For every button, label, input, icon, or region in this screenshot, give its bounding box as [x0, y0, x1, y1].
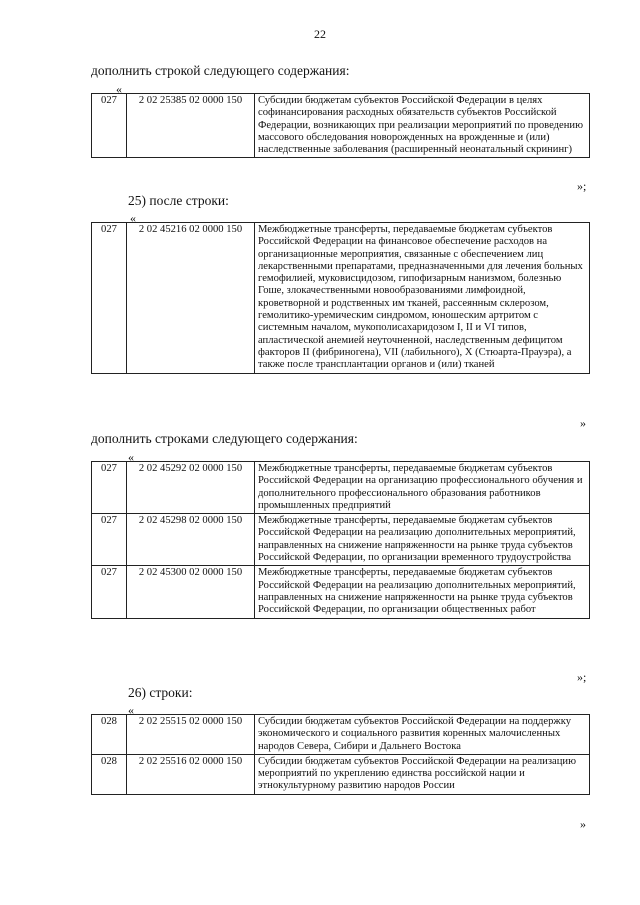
section-2-table: [91, 222, 590, 374]
table-row: [92, 715, 590, 755]
admin-code-cell: 027: [92, 94, 127, 158]
section-2-heading: 25) после строки:: [128, 193, 229, 208]
page-number: 22: [314, 27, 326, 41]
table-row: [92, 223, 590, 374]
table-row: [92, 754, 590, 794]
description-cell: Субсидии бюджетам субъектов Российской Федерации в целях софинансирования расходных обязательств субъектов Российской Федерации, возникающих при реализации мероприятий по проведению массового обследования новорожденных на врожденные и (или) наследственные заболевания (расширенный неонатальный скрининг): [255, 94, 590, 158]
section-1-open-quote: «: [116, 82, 122, 96]
description-cell: Межбюджетные трансферты, передаваемые бюджетам субъектов Российской Федерации на организацию профессионального обучения и дополнительного профессионального образования работников промышленных предприятий: [255, 462, 590, 514]
table-row: [92, 94, 590, 158]
admin-code-cell: 027: [92, 514, 127, 566]
admin-code-cell: 028: [92, 715, 127, 755]
section-3-heading: дополнить строками следующего содержания:: [91, 431, 358, 446]
kbk-code-cell: 2 02 45300 02 0000 150: [127, 566, 255, 618]
section-1-table: [91, 93, 590, 158]
description-cell: Субсидии бюджетам субъектов Российской Федерации на поддержку экономического и социального развития коренных малочисленных народов Севера, Сибири и Дальнего Востока: [255, 715, 590, 755]
section-4-heading: 26) строки:: [128, 685, 193, 700]
description-cell: Межбюджетные трансферты, передаваемые бюджетам субъектов Российской Федерации на реализацию дополнительных мероприятий, направленных на снижение напряженности на рынке труда субъектов Российской Федерации, по организации общественных работ: [255, 566, 590, 618]
kbk-code-cell: 2 02 45298 02 0000 150: [127, 514, 255, 566]
section-2-close-quote: »: [580, 416, 586, 430]
section-3-table: [91, 461, 590, 619]
description-cell: Субсидии бюджетам субъектов Российской Федерации на реализацию мероприятий по укреплению единства российской нации и этнокультурному развитию народов России: [255, 754, 590, 794]
kbk-code-cell: 2 02 25515 02 0000 150: [127, 715, 255, 755]
admin-code-cell: 027: [92, 566, 127, 618]
admin-code-cell: 028: [92, 754, 127, 794]
kbk-code-cell: 2 02 45292 02 0000 150: [127, 462, 255, 514]
section-2-open-quote: «: [130, 211, 136, 225]
kbk-code-cell: 2 02 45216 02 0000 150: [127, 223, 255, 374]
table-row: [92, 462, 590, 514]
kbk-code-cell: 2 02 25516 02 0000 150: [127, 754, 255, 794]
section-4-open-quote: «: [128, 703, 134, 717]
kbk-code-cell: 2 02 25385 02 0000 150: [127, 94, 255, 158]
section-1-heading: дополнить строкой следующего содержания:: [91, 63, 350, 78]
table-row: [92, 514, 590, 566]
description-cell: Межбюджетные трансферты, передаваемые бюджетам субъектов Российской Федерации на реализацию дополнительных мероприятий, направленных на снижение напряженности на рынке труда субъектов Российской Федерации, по организации временного трудоустройства: [255, 514, 590, 566]
section-4-table: [91, 714, 590, 795]
table-row: [92, 566, 590, 618]
section-3-close-quote: »;: [577, 670, 587, 684]
admin-code-cell: 027: [92, 462, 127, 514]
section-3-open-quote: «: [128, 450, 134, 464]
section-4-close-quote: »: [580, 817, 586, 831]
description-cell: Межбюджетные трансферты, передаваемые бюджетам субъектов Российской Федерации на финансовое обеспечение расходов на организационные мероприятия, связанные с обеспечением лиц лекарственными препаратами, предназначенными для лечения больных гемофилией, муковисцидозом, гипофизарным нанизмом, болезнью Гоше, злокачественными новообразованиями лимфоидной, кроветворной и родственных им тканей, рассеянным склерозом, гемолитико-уремическим синдромом, юношеским артритом с системным началом, мукополисахаридозом I, II и VI типов, апластической анемией неуточненной, наследственным дефицитом факторов II (фибриногена), VII (лабильного), X (Стюарта-Прауэра), а также после трансплантации органов и (или) тканей: [255, 223, 590, 374]
section-1-close-quote: »;: [577, 179, 587, 193]
admin-code-cell: 027: [92, 223, 127, 374]
